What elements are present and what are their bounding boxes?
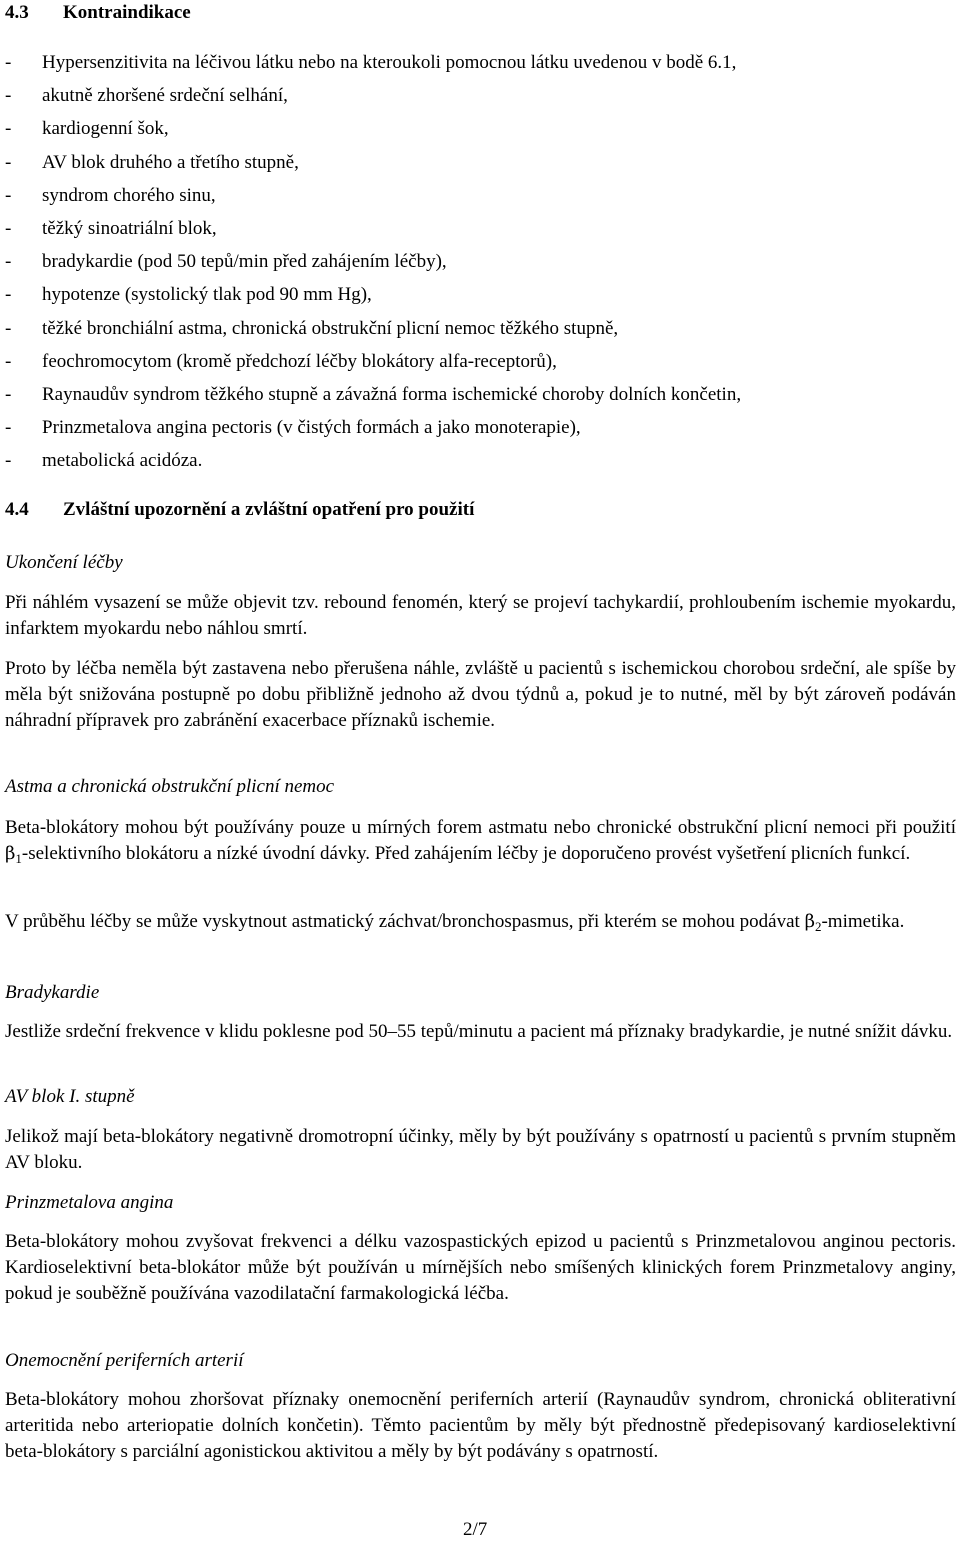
section-number: 4.4 (5, 499, 29, 520)
text-run: -mimetika. (821, 911, 905, 932)
subscript: 2 (814, 919, 822, 934)
section-title: Kontraindikace (63, 2, 191, 23)
list-item (5, 411, 956, 444)
paragraph-text: Jestliže srdeční frekvence v klidu poklesne pod 50–55 tepů/minutu a pacient má příznaky bradykardie, je nutné snížit dávku. (5, 1021, 953, 1042)
contraindication-list (5, 46, 956, 477)
list-dash: - (5, 184, 12, 206)
list-item (5, 146, 956, 179)
list-item (5, 444, 956, 477)
list-item (5, 79, 956, 112)
section-title: Zvláštní upozornění a zvláštní opatření pro použití (63, 499, 475, 520)
list-item-text: Prinzmetalova angina pectoris (v čistých formách a jako monoterapie), (42, 417, 581, 439)
paragraph-text (5, 909, 956, 940)
paragraph-text: Beta-blokátory mohou zvyšovat frekvenci a délku vazospastických epizod u pacientů s Prinzmetalovou anginou pectoris. Kardioselektivní beta-blokátor může být používán u mírnějších nebo smíšených klinických forem Prinzmetalovy anginy, pokud je souběžně používána vazodilatační farmakologická léčba. (5, 1231, 956, 1304)
list-item-text: metabolická acidóza. (42, 450, 203, 472)
list-item (5, 378, 956, 411)
paragraph (5, 1229, 956, 1307)
list-item-text: syndrom chorého sinu, (42, 184, 216, 206)
list-item-text: bradykardie (pod 50 tepů/min před zahájením léčby), (42, 251, 447, 273)
list-item (5, 212, 956, 245)
list-item (5, 46, 956, 79)
paragraph (5, 815, 956, 872)
list-dash: - (5, 151, 12, 173)
list-dash: - (5, 383, 12, 405)
subheading: AV blok I. stupně (5, 1086, 135, 1107)
list-item-text: kardiogenní šok, (42, 118, 169, 140)
list-dash: - (5, 52, 12, 73)
subheading-bradykardie (5, 980, 956, 1006)
text-run: Beta-blokátory mohou být používány pouze u mírných forem astmatu nebo chronické obstrukční plicní nemoci při použití (5, 817, 956, 838)
list-item-text: hypotenze (systolický tlak pod 90 mm Hg), (42, 284, 372, 306)
subscript: 1 (15, 851, 22, 866)
subheading: Bradykardie (5, 982, 100, 1003)
paragraph (5, 909, 956, 940)
subheading-periferni (5, 1348, 956, 1374)
list-item-text: těžké bronchiální astma, chronická obstrukční plicní nemoc těžkého stupně, (42, 317, 619, 339)
list-dash: - (5, 317, 12, 339)
paragraph-text: Beta-blokátory mohou zhoršovat příznaky onemocnění periferních arterií (Raynaudův syndrom, chronická obliterativní arteritida nebo arteriopatie dolních končetin). Těmto pacientům by měly být přednostně předepisovaný kardioselektivní beta-blokátory s parciální agonistickou aktivitou a měly by být podávány s opatrností. (5, 1389, 956, 1462)
subheading-avblok (5, 1084, 956, 1110)
paragraph (5, 1124, 956, 1176)
list-dash: - (5, 251, 12, 273)
subheading: Onemocnění periferních arterií (5, 1350, 244, 1371)
list-dash: - (5, 450, 12, 472)
list-item-text: akutně zhoršené srdeční selhání, (42, 85, 288, 107)
list-dash: - (5, 217, 12, 239)
page-number: 2/7 (463, 1519, 488, 1540)
subheading: Ukončení léčby (5, 552, 123, 573)
section-heading-4-3 (5, 0, 191, 26)
paragraph-text: Při náhlém vysazení se může objevit tzv. rebound fenomén, který se projeví tachykardií, prohloubením ischemie myokardu, infarktem myokardu nebo náhlou smrtí. (5, 592, 956, 639)
subheading-astma (5, 774, 956, 800)
list-item-text: feochromocytom (kromě předchozí léčby blokátory alfa-receptorů), (42, 350, 557, 372)
list-item (5, 345, 956, 378)
beta-symbol: β (804, 911, 815, 932)
list-dash: - (5, 417, 12, 439)
list-item-text: AV blok druhého a třetího stupně, (42, 151, 299, 173)
paragraph-text: Proto by léčba neměla být zastavena nebo přerušena náhle, zvláště u pacientů s ischemickou chorobou srdeční, ale spíše by měla být snižována postupně po dobu přibližně jednoho až dvou týdnů a, pokud je to nutné, měl by být zároveň podáván náhradní přípravek pro zabránění exacerbace příznaků ischemie. (5, 658, 956, 731)
list-item-text: těžký sinoatriální blok, (42, 217, 217, 239)
text-run: -selektivního blokátoru a nízké úvodní dávky. Před zahájením léčby je doporučeno provést vyšetření plicních funkcí. (21, 843, 911, 864)
list-item (5, 278, 956, 311)
list-item-text: Raynaudův syndrom těžkého stupně a závažná forma ischemické choroby dolních končetin, (42, 383, 742, 405)
beta-symbol: β (5, 843, 16, 864)
list-dash: - (5, 118, 12, 140)
subheading-ukonceni (5, 550, 956, 576)
list-item (5, 112, 956, 145)
list-item (5, 312, 956, 345)
subheading: Astma a chronická obstrukční plicní nemoc (5, 776, 335, 797)
paragraph (5, 590, 956, 642)
list-item (5, 245, 956, 278)
list-item-text: Hypersenzitivita na léčivou látku nebo na kteroukoli pomocnou látku uvedenou v bodě 6.1, (42, 52, 737, 73)
text-run: V průběhu léčby se může vyskytnout astmatický záchvat/bronchospasmus, při kterém se mohou podávat (5, 911, 805, 932)
list-dash: - (5, 350, 12, 372)
subheading-prinzmetal (5, 1190, 956, 1216)
paragraph (5, 656, 956, 734)
paragraph (5, 1019, 956, 1045)
subheading: Prinzmetalova angina (5, 1192, 174, 1213)
section-number: 4.3 (5, 2, 29, 23)
paragraph-text (5, 815, 956, 872)
paragraph (5, 1387, 956, 1465)
section-heading-4-4 (5, 497, 474, 523)
list-item (5, 179, 956, 212)
list-dash: - (5, 85, 12, 107)
list-dash: - (5, 284, 12, 306)
paragraph-text: Jelikož mají beta-blokátory negativně dromotropní účinky, měly by být používány s opatrností u pacientů s prvním stupněm AV bloku. (5, 1126, 956, 1173)
